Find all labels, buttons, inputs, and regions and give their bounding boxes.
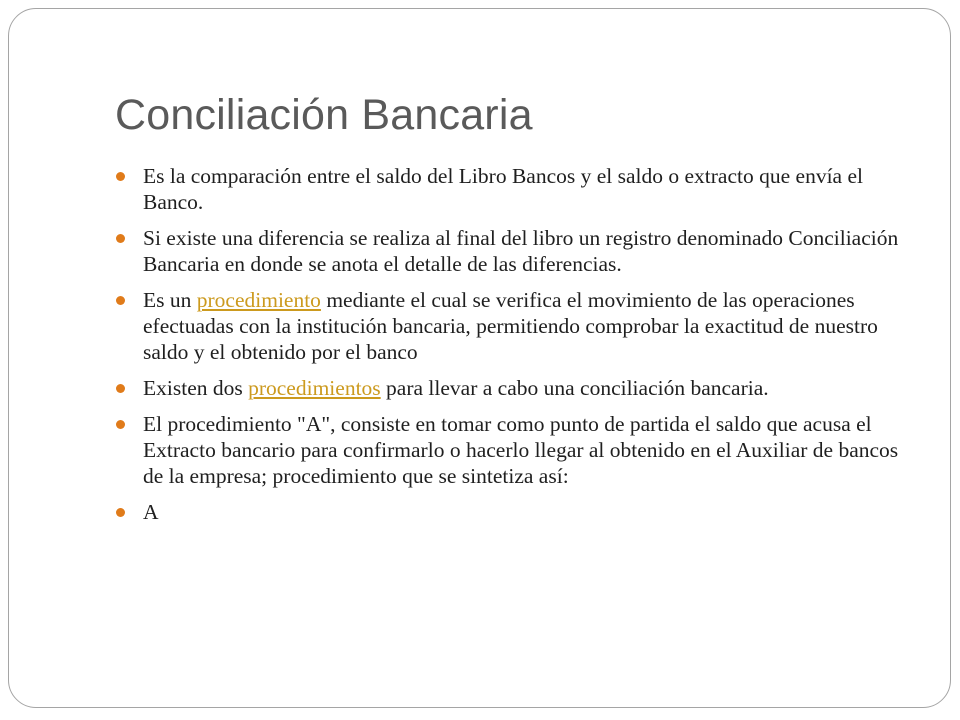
bullet-text: El procedimiento "A", consiste en tomar como punto de partida el saldo que acusa el Extracto bancario para confirmarlo o hacerlo llegar al obtenido en el Auxiliar de bancos de la empresa; procedimiento que se sintetiza así: (143, 412, 899, 488)
bullet-dot-icon (116, 296, 125, 305)
bullet-list (115, 163, 921, 535)
bullet-dot-icon (116, 508, 125, 517)
bullet-item-1 (115, 163, 921, 215)
bullet-text-post: para llevar a cabo una conciliación bancaria. (380, 376, 769, 400)
bullet-dot-icon (116, 172, 125, 181)
bullet-dot-icon (116, 384, 125, 393)
slide-frame (8, 8, 951, 708)
bullet-text: Es la comparación entre el saldo del Libro Bancos y el saldo o extracto que envía el Banco. (143, 164, 863, 214)
procedimiento-link[interactable]: procedimiento (196, 288, 321, 312)
bullet-text-post: mediante el cual se verifica el movimiento de las operaciones efectuadas con la institución bancaria, permitiendo comprobar la exactitud de nuestro saldo y el obtenido por el banco (143, 288, 878, 364)
bullet-item-6 (115, 499, 921, 525)
bullet-text-pre: Existen dos (143, 376, 249, 400)
bullet-dot-icon (116, 234, 125, 243)
bullet-text: A (143, 500, 159, 524)
slide-title: Conciliación Bancaria (115, 91, 533, 139)
bullet-item-4 (115, 375, 921, 401)
procedimientos-link[interactable]: procedimientos (248, 376, 381, 400)
bullet-text-pre: Es un (143, 288, 197, 312)
bullet-item-5 (115, 411, 921, 489)
bullet-item-2 (115, 225, 921, 277)
bullet-text: Si existe una diferencia se realiza al final del libro un registro denominado Conciliación Bancaria en donde se anota el detalle de las diferencias. (143, 226, 899, 276)
bullet-item-3 (115, 287, 921, 365)
bullet-dot-icon (116, 420, 125, 429)
